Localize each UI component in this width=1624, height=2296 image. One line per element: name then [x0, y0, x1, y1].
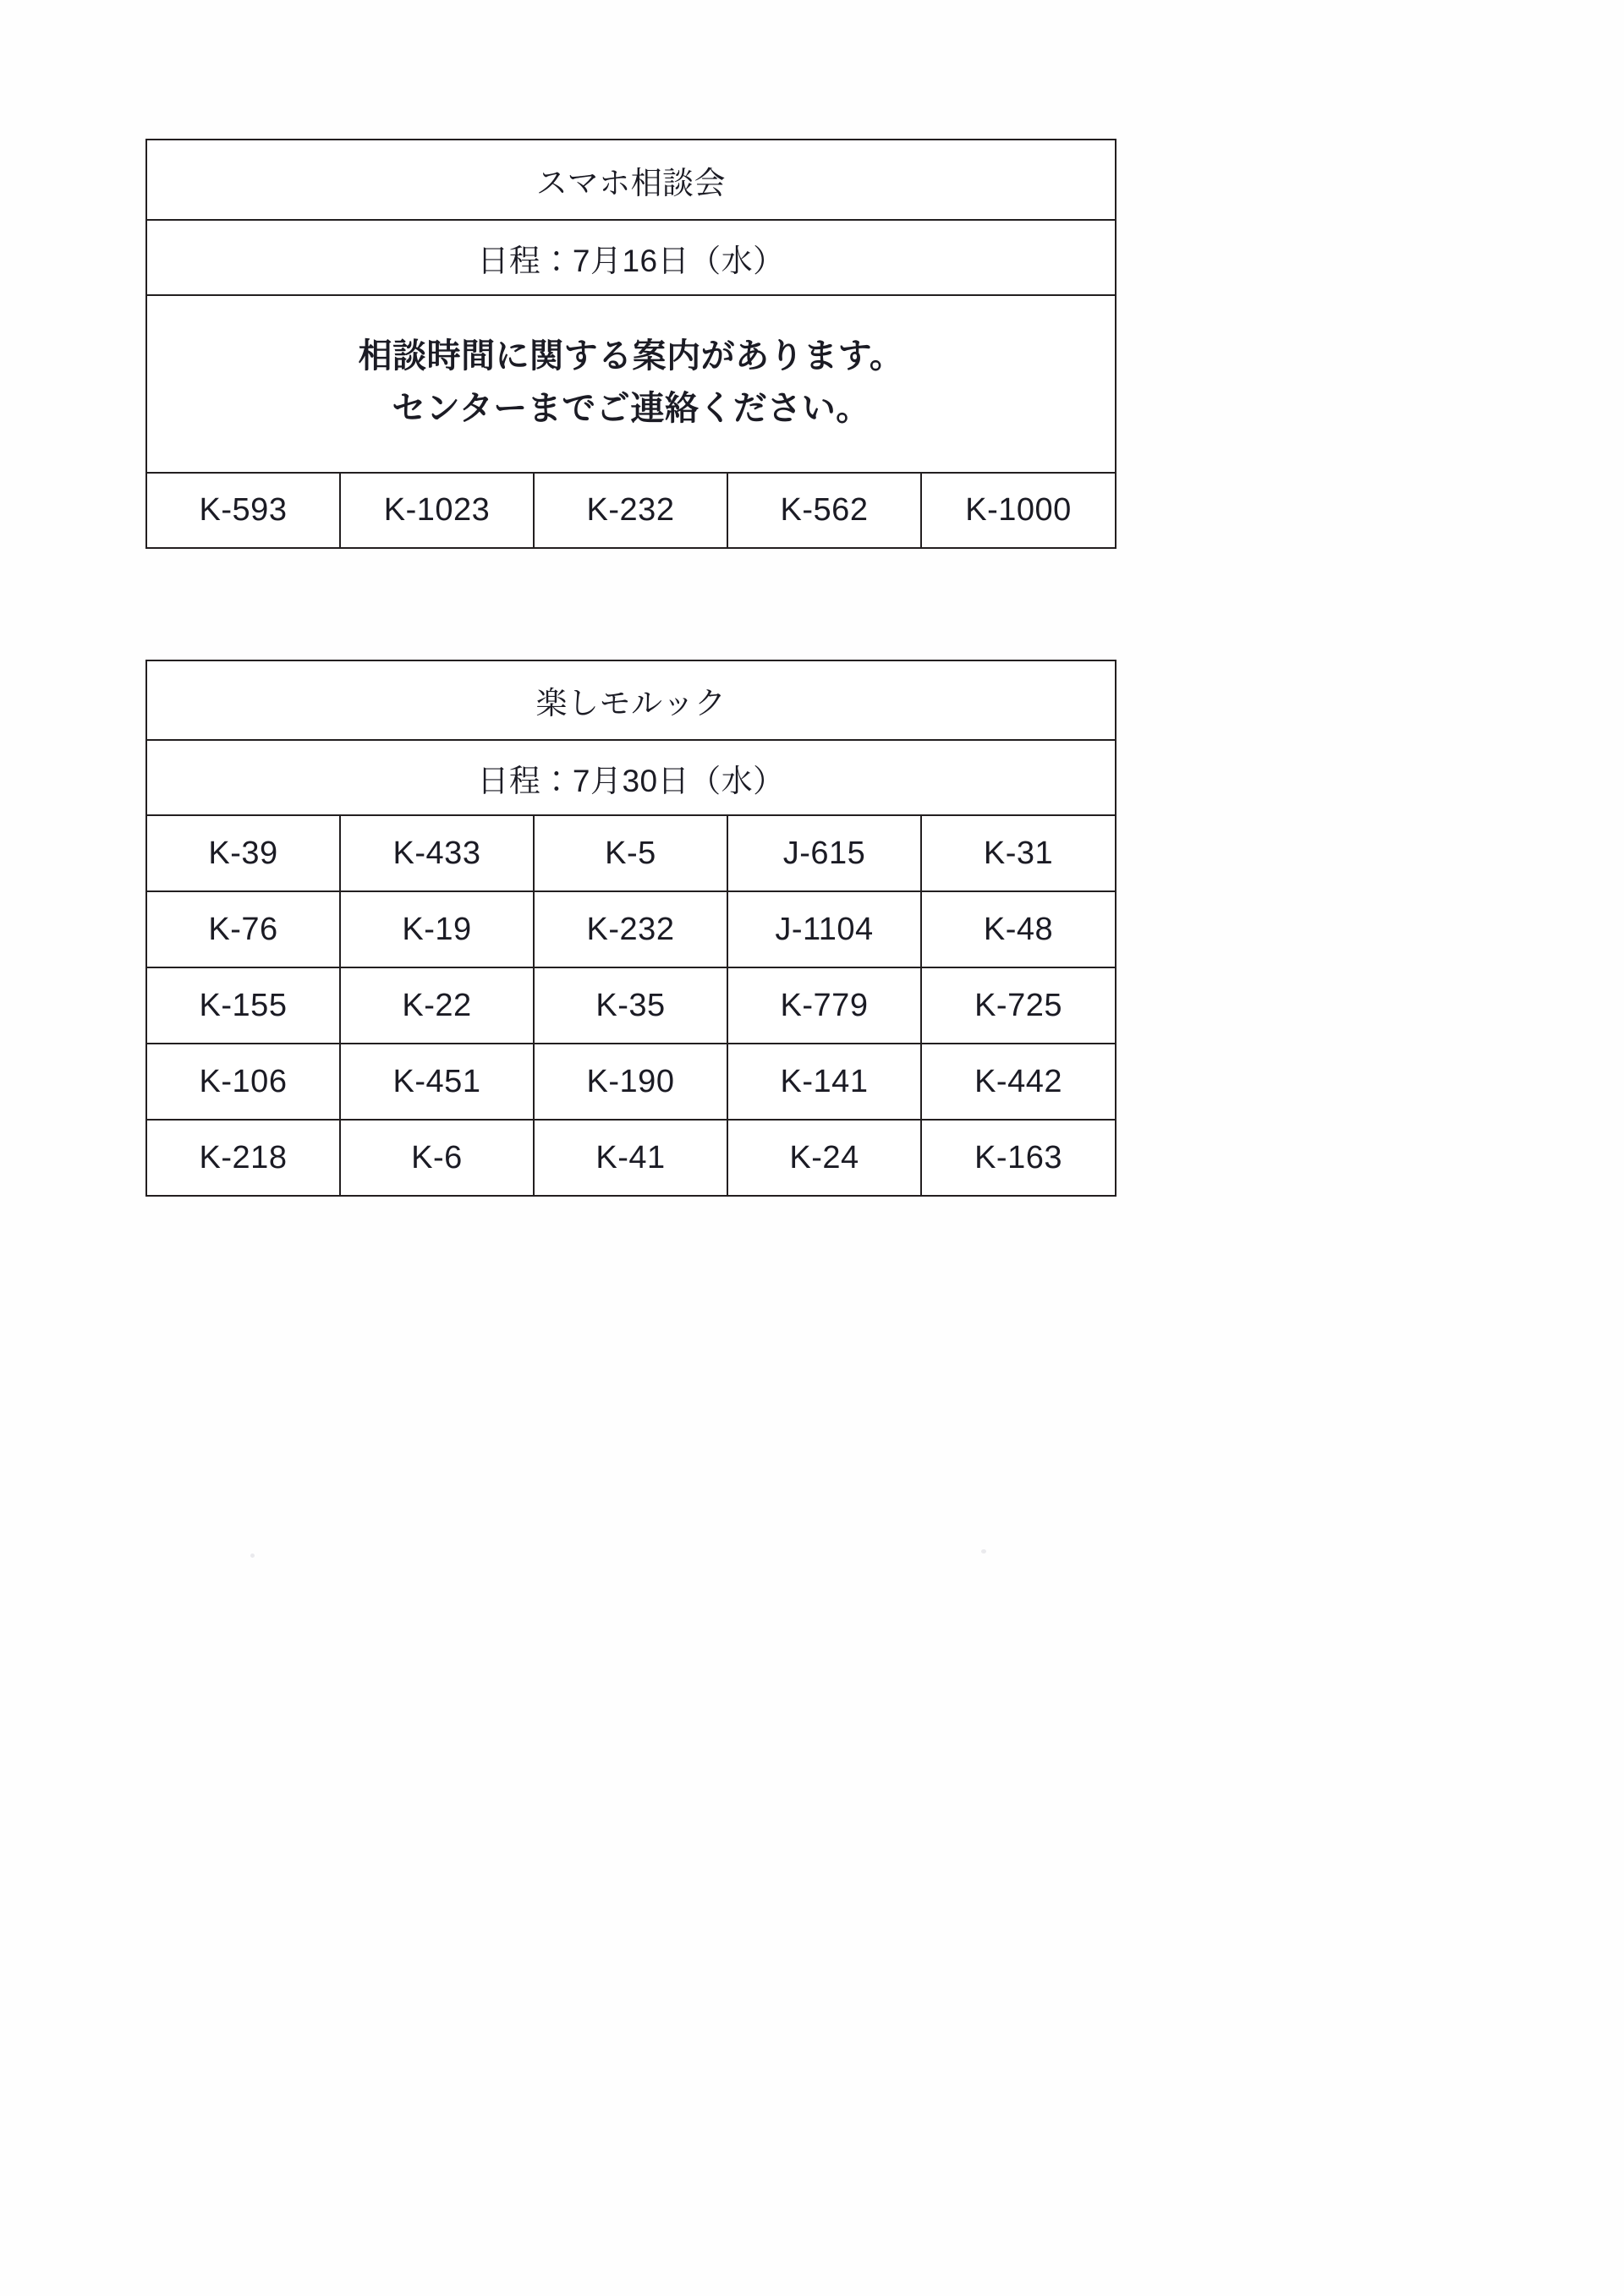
table-smaho-soudankai	[145, 139, 1116, 549]
table-tanoshi-molkky	[145, 660, 1116, 1197]
table-date-label: 日程：7月16日（水）	[146, 220, 1116, 295]
code-cell: J-1104	[727, 891, 921, 967]
table-row	[146, 140, 1116, 220]
code-cell: K-48	[921, 891, 1116, 967]
code-cell: K-163	[921, 1120, 1116, 1196]
code-cell: K-19	[340, 891, 534, 967]
table-row	[146, 660, 1116, 740]
table-row	[146, 891, 1116, 967]
table-notice	[146, 295, 1116, 473]
code-cell: K-451	[340, 1044, 534, 1120]
code-cell: K-5	[534, 815, 727, 891]
code-cell: K-141	[727, 1044, 921, 1120]
table-row	[146, 815, 1116, 891]
code-cell: K-779	[727, 967, 921, 1044]
code-cell: K-6	[340, 1120, 534, 1196]
table-title: スマホ相談会	[146, 140, 1116, 220]
table-row	[146, 473, 1116, 548]
code-cell: K-1023	[340, 473, 534, 548]
table-row	[146, 967, 1116, 1044]
code-cell: K-41	[534, 1120, 727, 1196]
table-row	[146, 295, 1116, 473]
code-cell: K-31	[921, 815, 1116, 891]
code-cell: K-725	[921, 967, 1116, 1044]
code-cell: K-155	[146, 967, 340, 1044]
table-title: 楽しモルック	[146, 660, 1116, 740]
code-cell: K-190	[534, 1044, 727, 1120]
table-row	[146, 1120, 1116, 1196]
notice-line-2: センターまでご連絡ください。	[392, 390, 870, 427]
table-row	[146, 220, 1116, 295]
code-cell: K-433	[340, 815, 534, 891]
code-cell: K-35	[534, 967, 727, 1044]
code-cell: K-593	[146, 473, 340, 548]
scan-speckle	[981, 1549, 986, 1553]
notice-line-1: 相談時間に関する案内があります。	[358, 337, 904, 375]
code-cell: K-1000	[921, 473, 1116, 548]
scan-speckle	[250, 1553, 255, 1558]
code-cell: K-562	[727, 473, 921, 548]
table-row	[146, 1044, 1116, 1120]
code-cell: K-232	[534, 473, 727, 548]
code-cell: K-22	[340, 967, 534, 1044]
code-cell: K-106	[146, 1044, 340, 1120]
code-cell: J-615	[727, 815, 921, 891]
table-row	[146, 740, 1116, 815]
code-cell: K-218	[146, 1120, 340, 1196]
code-cell: K-24	[727, 1120, 921, 1196]
code-cell: K-442	[921, 1044, 1116, 1120]
code-cell: K-39	[146, 815, 340, 891]
code-cell: K-76	[146, 891, 340, 967]
table-date-label: 日程：7月30日（水）	[146, 740, 1116, 815]
code-cell: K-232	[534, 891, 727, 967]
